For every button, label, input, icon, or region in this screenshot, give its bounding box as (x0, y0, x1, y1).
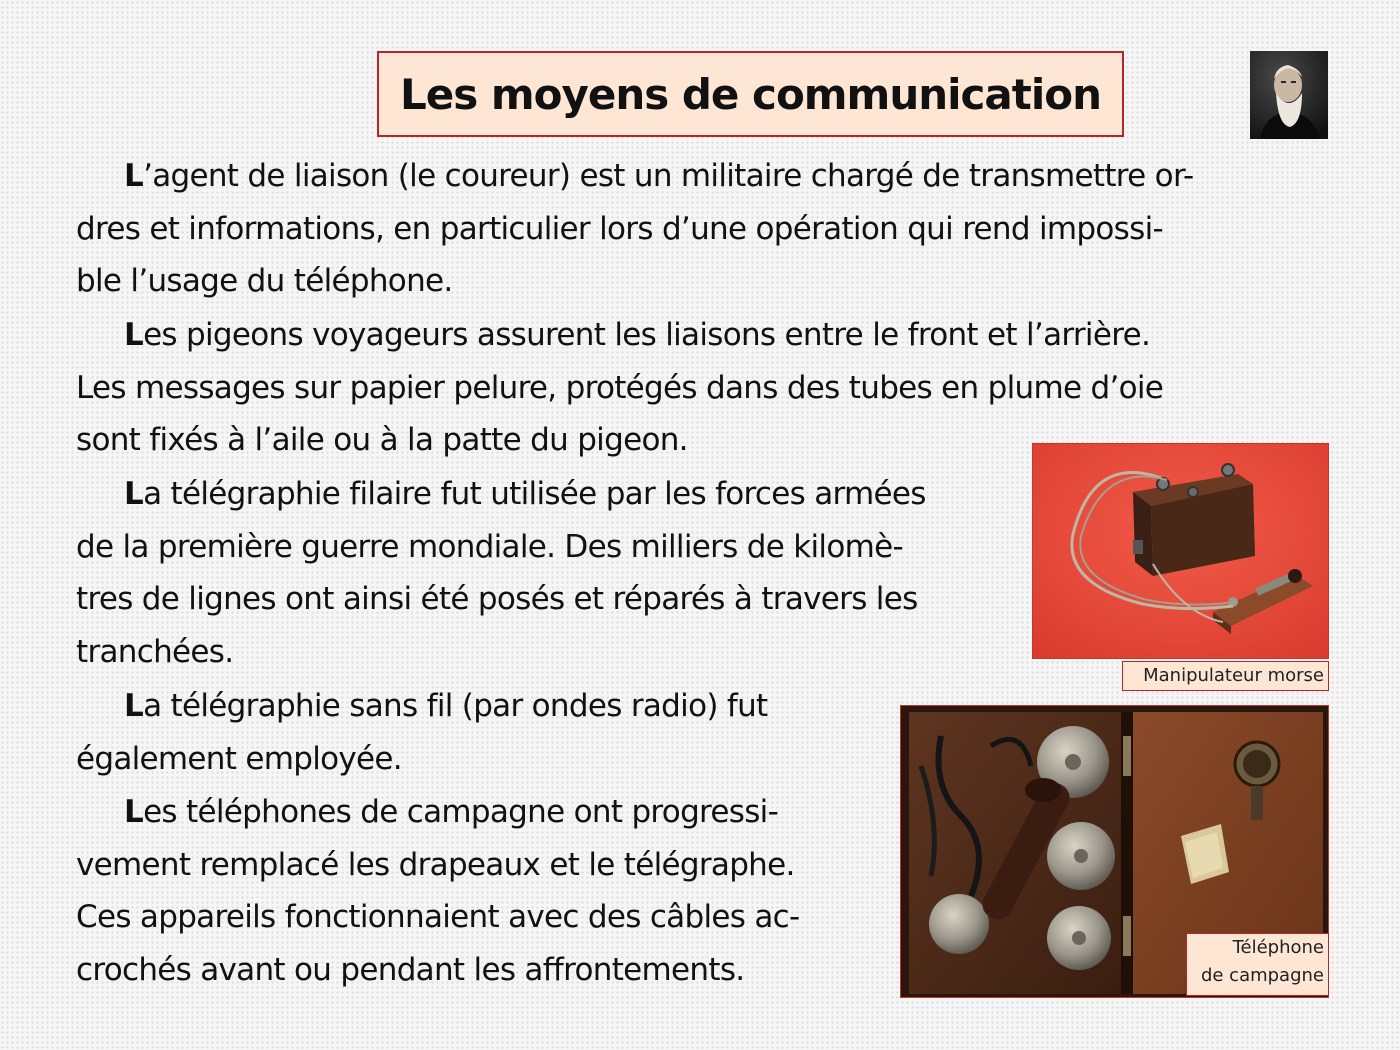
portrait-photo (1250, 51, 1328, 139)
paragraph-initial: L (124, 688, 144, 724)
morse-key-photo (1032, 443, 1329, 659)
paragraph-initial: L (124, 476, 144, 512)
paragraph-initial: L (124, 794, 144, 830)
paragraph-initial: L (124, 317, 144, 353)
title-box (377, 51, 1124, 137)
paragraph-agent-liaison: L’agent de liaison (le coureur) est un militaire chargé de transmettre or- dres et informations, en particulier lors d’une opération qui rend impossi- ble l’usage du téléphone. (76, 158, 1194, 299)
paragraph-pigeons: Les pigeons voyageurs assurent les liaisons entre le front et l’arrière. Les messages sur papier pelure, protégés dans des tubes en plume d’oie sont fixés à l’aile ou à la patte du pigeon. (76, 317, 1164, 458)
field-telephone-caption: Téléphone de campagne (1186, 933, 1329, 996)
paragraph-initial: L (124, 158, 144, 194)
paragraph-telegraphie-sans-fil: La télégraphie sans fil (par ondes radio) fut également employée. (76, 688, 768, 777)
paragraph-telephones-campagne: Les téléphones de campagne ont progressi- vement remplacé les drapeaux et le télégraphe. Ces appareils fonctionnaient avec des câbles ac- crochés avant ou pendant les affrontements. (76, 794, 800, 988)
paragraph-telegraphie-filaire: La télégraphie filaire fut utilisée par les forces armées de la première guerre mondiale. Des milliers de kilomè- tres de lignes ont ainsi été posés et réparés à travers les tranchées. (76, 476, 926, 670)
page-title: Les moyens de communication (400, 69, 1101, 119)
morse-key-caption: Manipulateur morse (1122, 661, 1329, 691)
